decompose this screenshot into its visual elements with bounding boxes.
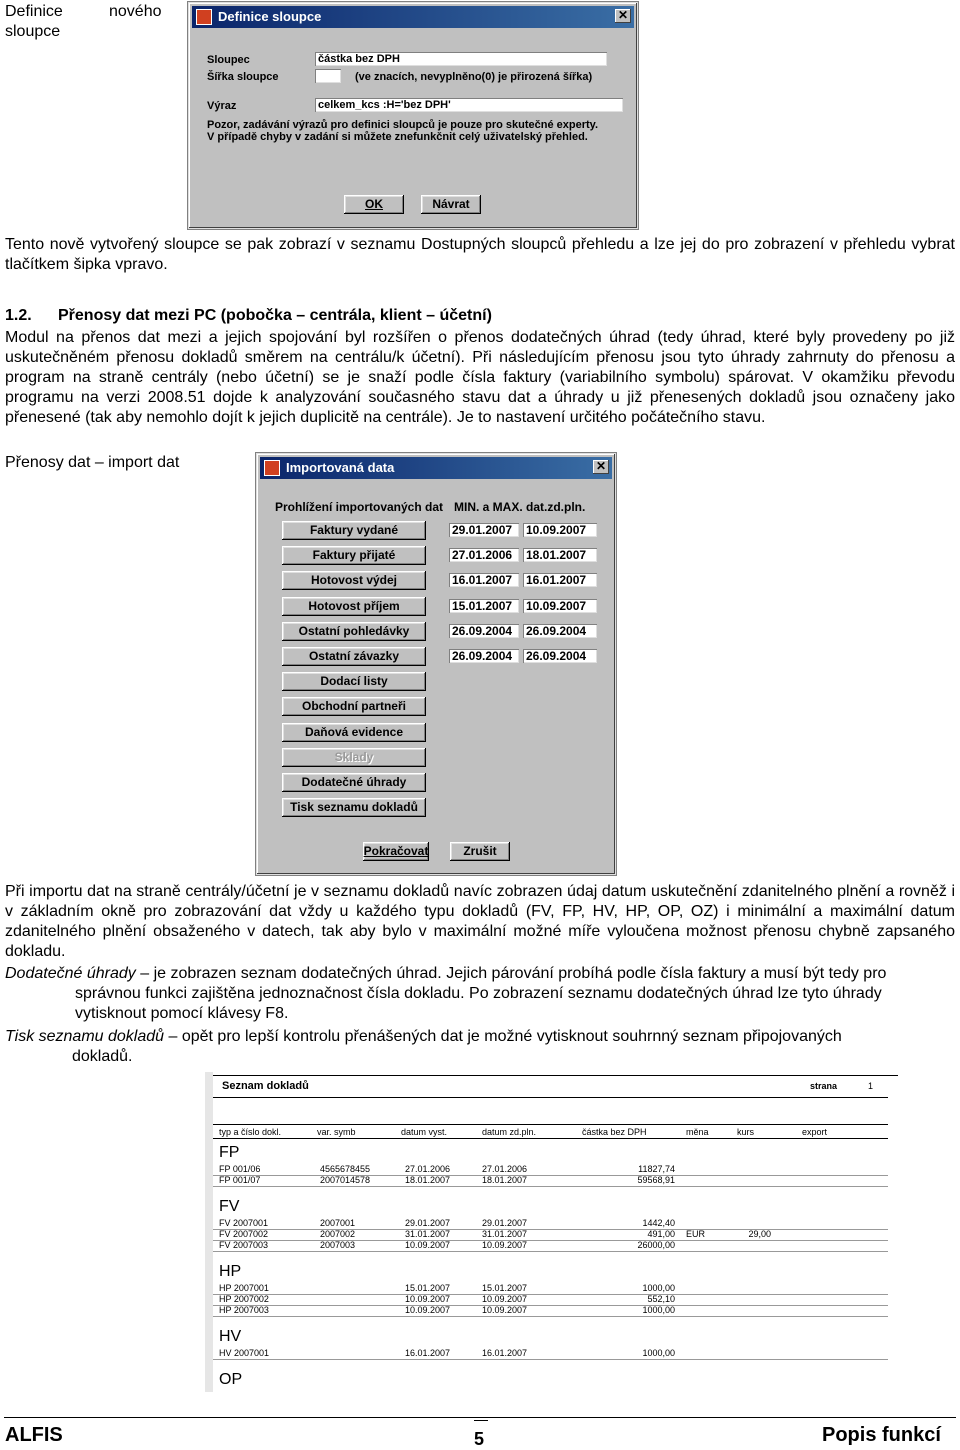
imported-data-dialog: [256, 453, 616, 875]
report-header-top-rule: [213, 1124, 888, 1125]
report-category-heading: FP: [219, 1144, 240, 1161]
report-cell-vyst: 31.01.2007: [405, 1229, 451, 1239]
close-icon[interactable]: ✕: [593, 460, 609, 474]
dialog-title: Importovaná data: [286, 460, 395, 475]
report-cell-zdpl: 15.01.2007: [482, 1283, 528, 1293]
report-row-rule: [213, 1175, 888, 1176]
report-cell-doc: HV 2007001: [219, 1348, 270, 1358]
section-number: 1.2.: [5, 307, 32, 324]
report-category-heading: HV: [219, 1328, 242, 1345]
report-cell-vyst: 10.09.2007: [405, 1305, 451, 1315]
item-print-list: [5, 1027, 955, 1047]
paragraph-new-column: Tento nově vytvořený sloupce se pak zobrazí v seznamu Dostupných sloupců přehledu a lze jej do pro zobrazení v přehledu vybrat tlačítkem šipka vpravo.: [5, 236, 955, 273]
report-cell-vs: 2007001: [320, 1218, 356, 1228]
report-cell-castka: 59568,91: [637, 1175, 675, 1185]
min-date-field: 26.09.2004: [449, 624, 519, 638]
ok-button[interactable]: OK: [344, 195, 404, 214]
max-date-field: 26.09.2004: [523, 624, 597, 638]
report-cell-zdpl: 31.01.2007: [482, 1229, 528, 1239]
report-title-rule: [213, 1097, 888, 1098]
report-cell-doc: FP 001/06: [219, 1164, 261, 1174]
report-cell-castka: 1000,00: [642, 1283, 675, 1293]
data-type-button: Sklady: [282, 748, 426, 767]
report-title: Seznam dokladů: [222, 1080, 309, 1092]
dash: –: [135, 965, 154, 982]
app-icon: [264, 460, 280, 476]
data-type-button[interactable]: Tisk seznamu dokladů: [282, 798, 426, 817]
report-cell-zdpl: 10.09.2007: [482, 1305, 528, 1315]
data-type-button[interactable]: Daňová evidence: [282, 723, 426, 742]
report-top-rule: [213, 1075, 898, 1076]
report-cell-vyst: 27.01.2006: [405, 1164, 451, 1174]
paragraph-import: Při importu dat na straně centrály/účetní je v seznamu dokladů navíc zobrazen údaj datum uskutečnění zdanitelného plnění a rovněž i v základním okně pro zobrazování dat vždy u každého typu dokladů (FV, FP, HV, HP, OP, OZ) i minimální a maximální datum zdanitelného plnění obsaženého v datech, tak aby bylo v maximální možné míře vyloučena možnost přenosu chybně zapsaného dokladu.: [5, 883, 955, 960]
data-type-button[interactable]: Dodatečné úhrady: [282, 773, 426, 792]
report-cell-vyst: 10.09.2007: [405, 1240, 451, 1250]
report-cell-zdpl: 10.09.2007: [482, 1294, 528, 1304]
data-type-button[interactable]: Hotovost příjem: [282, 597, 426, 616]
report-cell-vyst: 16.01.2007: [405, 1348, 451, 1358]
max-date-field: 10.09.2007: [523, 599, 597, 613]
min-date-field: 15.01.2007: [449, 599, 519, 613]
report-column-header: kurs: [737, 1127, 755, 1137]
continue-button[interactable]: Pokračovat: [363, 842, 429, 861]
report-column-header: typ a číslo dokl.: [219, 1127, 282, 1137]
report-page-label: strana: [810, 1081, 838, 1091]
report-cell-castka: 1000,00: [642, 1305, 675, 1315]
report-column-header: měna: [686, 1127, 709, 1137]
max-date-field: 10.09.2007: [523, 523, 597, 537]
report-cell-castka: 1000,00: [642, 1348, 675, 1358]
label-import-data: Přenosy dat – import dat: [5, 454, 180, 471]
report-row-rule: [213, 1359, 888, 1360]
term-additional-payments: Dodatečné úhrady: [5, 965, 136, 982]
document-list-report: [205, 1072, 897, 1392]
report-cell-vyst: 18.01.2007: [405, 1175, 451, 1185]
paragraph-transfer: Modul na přenos dat mezi a jejich spojování byl rozšířen o přenos dodatečných úhrad (tedy úhrad, které byly provedeny po již uskutečněném přenosu dokladů směrem na centrálu/k účetní). Při následujícím přenosu jsou tyto úhrady zahrnuty do přenosu a program na straně centrály (nebo účetní) se je snaží podle čísla faktury (variabilního symbolu) spárovat. V okamžiku převodu programu na verzi 2008.51 dojde k analyzování současného stavu dat a úhrady u již přenesených dokladů jsou označeny jako přenesené (tak aby nemohlo dojít k jejich duplicitě na centrále). Je to nastavení určitého počátečního stavu.: [5, 329, 955, 426]
report-cell-zdpl: 18.01.2007: [482, 1175, 528, 1185]
min-date-field: 16.01.2007: [449, 573, 519, 587]
report-cell-zdpl: 29.01.2007: [482, 1218, 528, 1228]
report-cell-castka: 26000,00: [637, 1240, 675, 1250]
expression-input[interactable]: celkem_kcs :H='bez DPH': [315, 98, 623, 112]
data-type-button[interactable]: Ostatní pohledávky: [282, 622, 426, 641]
footer-left: ALFIS: [5, 1424, 63, 1446]
label-vyraz: Výraz: [207, 100, 237, 112]
width-hint: (ve znacích, nevyplněno(0) je přirozená šířka): [355, 71, 593, 83]
max-date-field: 18.01.2007: [523, 548, 597, 562]
expert-warning-2: V případě chyby v zadání si můžete znefunkčnit celý uživatelský přehled.: [207, 131, 588, 143]
report-page-number: 1: [868, 1081, 874, 1091]
report-row-rule: [213, 1186, 888, 1187]
report-cell-mena: EUR: [686, 1229, 706, 1239]
footer-right: Popis funkcí: [822, 1424, 941, 1446]
data-type-button[interactable]: Obchodní partneři: [282, 697, 426, 716]
label-sirka: Šířka sloupce: [207, 71, 279, 83]
dash: –: [164, 1028, 182, 1045]
data-type-button[interactable]: Faktury vydané: [282, 521, 426, 540]
report-row-rule: [213, 1316, 888, 1317]
report-cell-castka: 552,10: [647, 1294, 675, 1304]
item1-line2: správnou funkci zajištěna jednoznačnost čísla dokladu. Po zobrazení seznamu dodatečných úhrad lze tyto úhrady: [75, 985, 882, 1002]
item2-line2: dokladů.: [72, 1048, 133, 1065]
close-icon[interactable]: ✕: [615, 9, 631, 23]
column-definition-dialog: [188, 2, 638, 229]
report-cell-doc: HP 2007001: [219, 1283, 269, 1293]
report-column-header: částka bez DPH: [582, 1127, 647, 1137]
page-number-overline: [474, 1420, 488, 1421]
report-category-heading: HP: [219, 1263, 242, 1280]
report-column-header: datum zd.pln.: [482, 1127, 537, 1137]
max-date-field: 16.01.2007: [523, 573, 597, 587]
report-cell-vs: 2007014578: [320, 1175, 371, 1185]
report-cell-vyst: 10.09.2007: [405, 1294, 451, 1304]
report-category-heading: FV: [219, 1198, 240, 1215]
report-cell-castka: 491,00: [647, 1229, 675, 1239]
report-cell-doc: FV 2007003: [219, 1240, 269, 1250]
report-cell-kurs: 29,00: [748, 1229, 771, 1239]
report-cell-doc: FP 001/07: [219, 1175, 261, 1185]
cancel-button[interactable]: Zrušit: [450, 842, 510, 861]
report-cell-zdpl: 27.01.2006: [482, 1164, 528, 1174]
column-name-input[interactable]: částka bez DPH: [315, 52, 607, 66]
term-print-list: Tisk seznamu dokladů: [5, 1028, 165, 1045]
report-row-rule: [213, 1240, 888, 1241]
col-header-minmax: MIN. a MAX. dat.zd.pln.: [454, 500, 586, 514]
dialog-titlebar: [260, 457, 612, 479]
back-button[interactable]: Návrat: [421, 195, 481, 214]
report-cell-vs: 2007002: [320, 1229, 356, 1239]
data-type-button[interactable]: Faktury přijaté: [282, 546, 426, 565]
report-cell-doc: HP 2007003: [219, 1305, 269, 1315]
report-column-header: var. symb: [317, 1127, 356, 1137]
data-type-button[interactable]: Dodací listy: [282, 672, 426, 691]
report-cell-doc: FV 2007002: [219, 1229, 269, 1239]
item2-line1: opět pro lepší kontrolu přenášených dat je možné vytisknout souhrnný seznam připojovaných: [181, 1028, 842, 1045]
report-cell-vyst: 29.01.2007: [405, 1218, 451, 1228]
min-date-field: 29.01.2007: [449, 523, 519, 537]
item1-line3: vytisknout pomocí klávesy F8.: [75, 1005, 289, 1022]
min-date-field: 26.09.2004: [449, 649, 519, 663]
footer-rule: [4, 1417, 956, 1418]
report-cell-zdpl: 10.09.2007: [482, 1240, 528, 1250]
left-label-sloupce: sloupce: [5, 23, 61, 40]
report-cell-doc: FV 2007001: [219, 1218, 269, 1228]
report-scan-edge: [205, 1072, 213, 1392]
report-cell-zdpl: 16.01.2007: [482, 1348, 528, 1358]
expert-warning-1: Pozor, zadávání výrazů pro definici sloupců je pouze pro skutečné experty.: [207, 119, 599, 131]
column-width-input[interactable]: [315, 69, 341, 83]
left-label-noveho: nového: [109, 3, 162, 20]
app-icon: [196, 9, 212, 25]
report-cell-vs: 4565678455: [320, 1164, 371, 1174]
min-date-field: 27.01.2006: [449, 548, 519, 562]
section-title: Přenosy dat mezi PC (pobočka – centrála, klient – účetní): [58, 307, 492, 324]
report-column-header: export: [802, 1127, 828, 1137]
item1-line1: je zobrazen seznam dodatečných úhrad. Jejich párování probíhá podle čísla faktury a musí být tedy pro: [153, 965, 887, 982]
data-type-button[interactable]: Hotovost výdej: [282, 571, 426, 590]
report-row-rule: [213, 1229, 888, 1230]
report-category-heading: OP: [219, 1371, 243, 1388]
page-number: 5: [474, 1429, 485, 1449]
left-label-definice: Definice: [5, 3, 63, 20]
col-header-browse: Prohlížení importovaných dat: [275, 500, 444, 514]
report-cell-castka: 1442,40: [642, 1218, 675, 1228]
report-cell-vyst: 15.01.2007: [405, 1283, 451, 1293]
report-row-rule: [213, 1305, 888, 1306]
dialog-title: Definice sloupce: [218, 9, 322, 24]
max-date-field: 26.09.2004: [523, 649, 597, 663]
report-row-rule: [213, 1294, 888, 1295]
report-row-rule: [213, 1251, 888, 1252]
report-column-header: datum vyst.: [401, 1127, 448, 1137]
label-sloupec: Sloupec: [207, 54, 250, 66]
report-cell-doc: HP 2007002: [219, 1294, 269, 1304]
data-type-button[interactable]: Ostatní závazky: [282, 647, 426, 666]
report-header-bottom-rule: [213, 1138, 888, 1139]
report-cell-vs: 2007003: [320, 1240, 356, 1250]
dialog-titlebar: [192, 6, 634, 28]
report-cell-castka: 11827,74: [638, 1164, 675, 1174]
item-additional-payments: [5, 964, 955, 984]
